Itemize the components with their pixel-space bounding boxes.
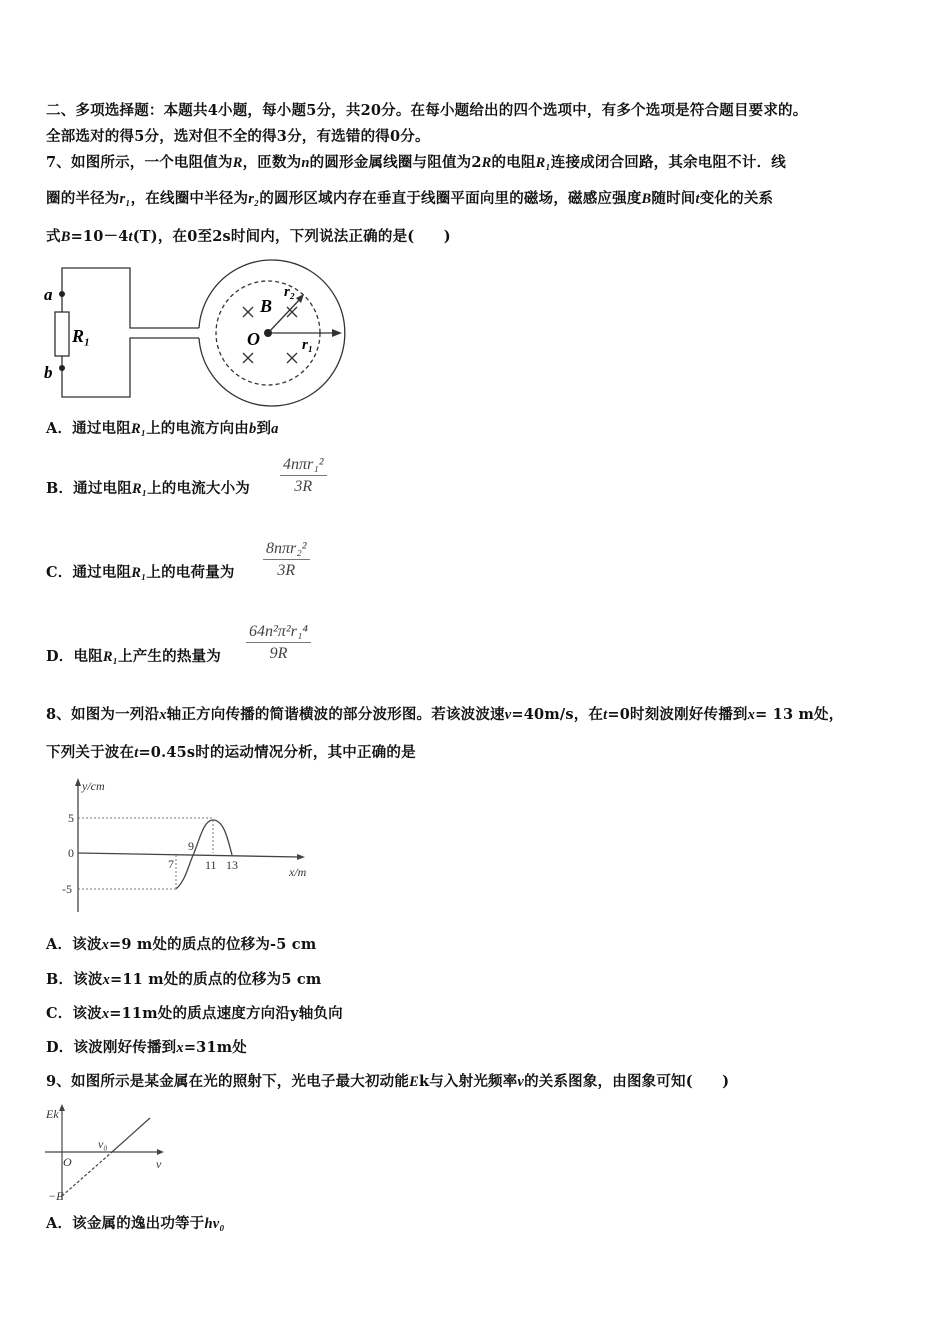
fraction-denominator: 3R: [277, 562, 296, 579]
x-tick-7: 7: [168, 857, 174, 871]
math-variable: B: [60, 229, 71, 245]
text-segment: C．通过电阻: [46, 564, 132, 581]
y-axis-label: y/cm: [82, 779, 105, 793]
text-segment: 随时间: [651, 190, 696, 207]
text-segment: k: [418, 1073, 430, 1090]
math-variable: x: [101, 1006, 110, 1022]
text-segment: B．该波: [46, 971, 103, 988]
math-variable: v: [504, 707, 512, 723]
text-segment: 上的电荷量为: [146, 564, 235, 581]
math-variable: x: [747, 707, 756, 723]
text-segment: =0时刻波刚好传播到: [607, 706, 748, 723]
text-segment: ，匝数为: [242, 154, 302, 171]
text-segment: 7、如图所示，一个电阻值为: [46, 154, 233, 171]
text-segment: =9 m处的质点的位移为-5 cm: [109, 936, 317, 953]
math-variable: hv₀: [204, 1216, 225, 1232]
text-segment: 二、多项选择题：本题共4小题，每小题5分，共20分。在每小题给出的四个选项中，有多个选项是符合题目要求的。: [46, 102, 808, 119]
y-tick-0: 0: [68, 846, 74, 860]
q9-option-a: [46, 1214, 225, 1234]
text-segment: D．该波刚好传播到: [46, 1039, 177, 1056]
fraction-numerator: 4nπr₁²: [280, 455, 327, 476]
text-segment: =11m处的质点速度方向沿y轴负向: [109, 1005, 343, 1022]
math-variable: R₁: [131, 481, 148, 497]
y-axis-label-ek: Ek: [46, 1107, 59, 1121]
math-variable: x: [159, 707, 167, 723]
math-variable: a: [271, 421, 279, 437]
text-segment: ，在线圈中半径为: [130, 190, 249, 207]
math-variable: R₁: [130, 421, 147, 437]
text-segment: 上产生的热量为: [118, 648, 221, 665]
text-segment: 连接成闭合回路，其余电阻不计．线: [550, 154, 786, 171]
math-variable: t: [128, 229, 133, 245]
text-segment: 的关系图象，由图象可知( ): [524, 1073, 730, 1090]
text-segment: 的圆形金属线圈与阻值为2: [309, 154, 482, 171]
text-segment: D．电阻: [46, 648, 103, 665]
y-tick-neg5: -5: [62, 882, 72, 896]
label-nu0: ν₀: [98, 1137, 108, 1151]
math-variable: n: [301, 155, 310, 171]
label-B: B: [260, 296, 273, 316]
text-segment: 上的电流方向由: [146, 420, 249, 437]
math-variable: x: [102, 972, 111, 988]
text-segment: A．该波: [46, 936, 102, 953]
text-segment: =11 m处的质点的位移为5 cm: [110, 971, 322, 988]
text-segment: B．通过电阻: [46, 480, 132, 497]
text-segment: A．通过电阻: [46, 420, 131, 437]
math-variable: t: [603, 707, 608, 723]
text-segment: =10－4: [70, 228, 129, 245]
math-variable: R₁: [535, 155, 551, 171]
math-variable: R: [481, 155, 492, 171]
text-segment: 的圆形区域内存在垂直于线圈平面向里的磁场，磁感应强度: [259, 190, 642, 207]
text-segment: 全部选对的得5分，选对但不全的得3分，有选错的得0分。: [46, 128, 430, 145]
math-variable: b: [249, 421, 257, 437]
text-segment: 上的电流大小为: [147, 480, 251, 497]
x-axis-label: x/m: [289, 865, 307, 879]
text-segment: 圈的半径为: [46, 190, 120, 207]
fraction-denominator: 3R: [294, 478, 313, 495]
math-variable: B: [641, 191, 652, 207]
y-tick-5: 5: [68, 811, 74, 825]
fraction-numerator: 64n²π²r₁⁴: [246, 622, 311, 643]
label-origin: O: [63, 1155, 72, 1169]
label-O: O: [247, 329, 260, 349]
label-b: b: [44, 363, 53, 382]
label-r1: r₁: [302, 337, 314, 353]
text-segment: 9、如图所示是某金属在光的照射下，光电子最大初动能: [46, 1073, 410, 1090]
fraction-denominator: 9R: [269, 645, 288, 662]
math-variable: r₂: [248, 191, 260, 207]
text-segment: A．该金属的逸出功等于: [46, 1215, 205, 1232]
label-neg-e: −E: [48, 1189, 64, 1203]
math-variable: t: [695, 191, 700, 207]
math-variable: x: [176, 1040, 184, 1056]
fraction-numerator: 8nπr₂²: [263, 539, 310, 560]
text-segment: (T)，在0至2s时间内，下列说法正确的是( ): [132, 228, 451, 245]
math-variable: x: [101, 937, 110, 953]
text-segment: =40m/s，在: [511, 706, 604, 723]
math-variable: v: [517, 1074, 525, 1090]
text-segment: 8、如图为一列沿: [46, 706, 160, 723]
text-segment: =31m处: [183, 1039, 247, 1056]
label-r2: r₂: [284, 284, 296, 300]
text-segment: 下列关于波在: [46, 744, 135, 761]
text-segment: 变化的关系: [699, 190, 774, 207]
text-segment: 到: [256, 420, 272, 437]
math-variable: R₁: [102, 649, 119, 665]
text-segment: C．该波: [46, 1005, 102, 1022]
label-r1-resistor: R₁: [72, 326, 91, 346]
math-variable: E: [409, 1074, 419, 1090]
x-tick-11: 11: [205, 858, 217, 872]
math-variable: R: [232, 155, 243, 171]
text-segment: 与入射光频率: [429, 1073, 518, 1090]
math-variable: r₁: [119, 191, 131, 207]
label-a: a: [44, 285, 53, 304]
math-variable: t: [134, 745, 139, 761]
text-segment: 的电阻: [491, 154, 536, 171]
text-segment: = 13 m处，: [755, 706, 844, 723]
text-segment: =0.45s时的运动情况分析，其中正确的是: [138, 744, 416, 761]
text-segment: 式: [46, 228, 61, 245]
x-axis-label-nu: ν: [156, 1157, 162, 1171]
math-variable: R₁: [131, 565, 147, 581]
x-tick-9: 9: [188, 839, 194, 853]
x-tick-13: 13: [226, 858, 238, 872]
text-segment: 轴正方向传播的简谐横波的部分波形图。若该波波速: [166, 706, 505, 723]
